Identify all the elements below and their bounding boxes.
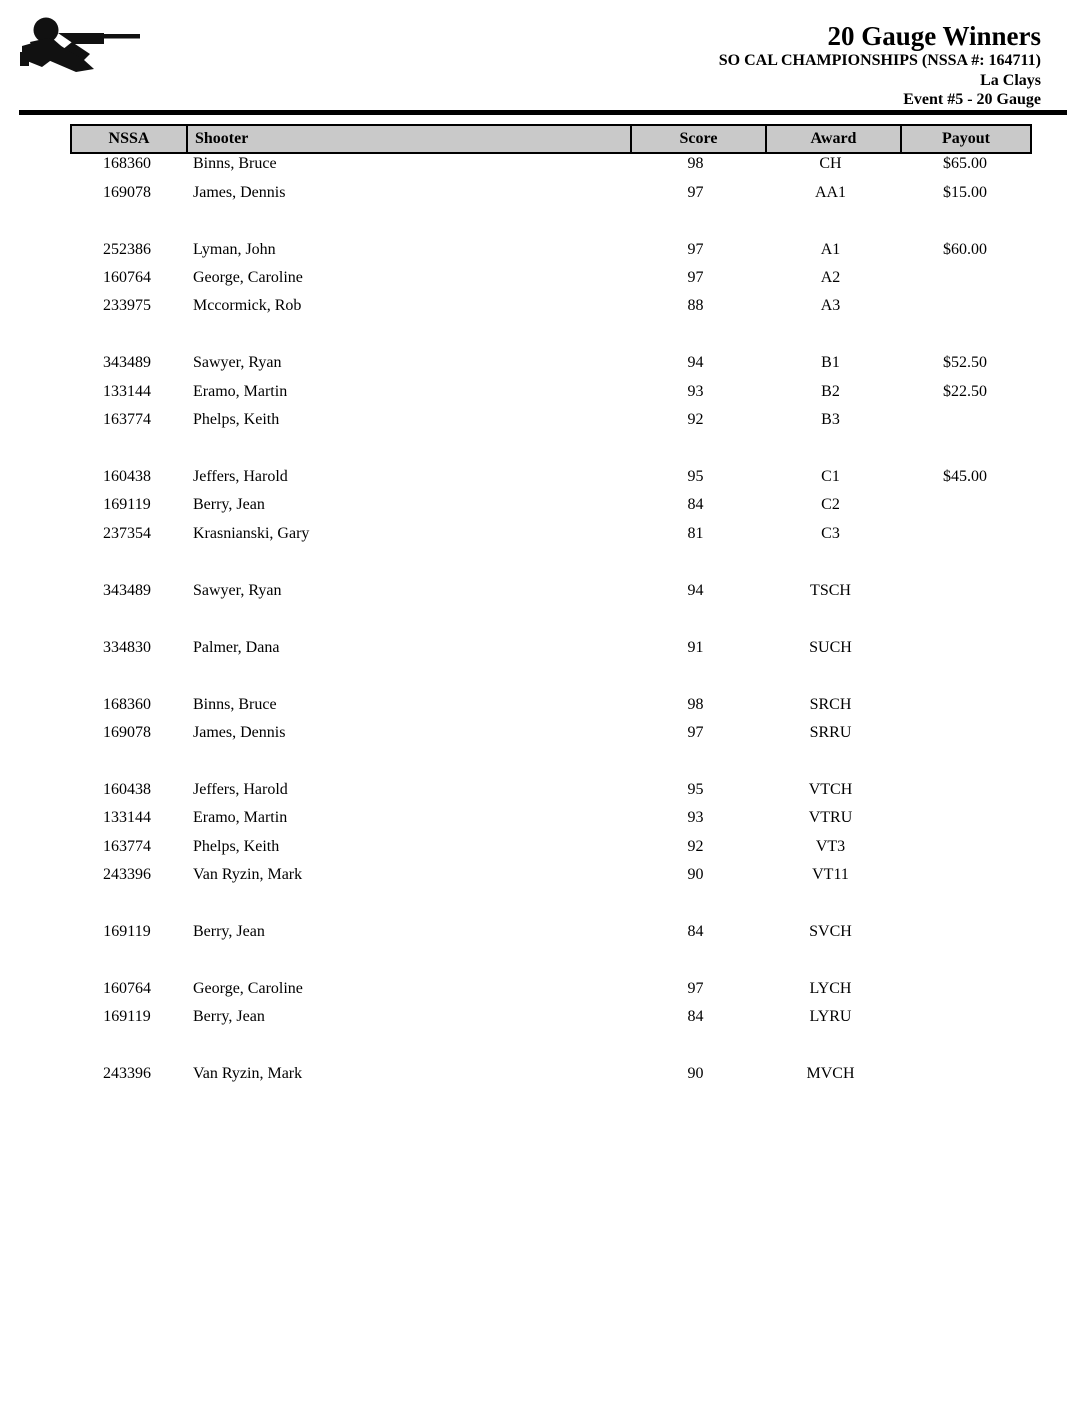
- cell-shooter: Lyman, John: [193, 240, 276, 258]
- cell-shooter: Van Ryzin, Mark: [193, 1065, 303, 1083]
- cell-shooter: Van Ryzin, Mark: [193, 866, 303, 884]
- cell-score: 93: [687, 382, 704, 400]
- table-row: [70, 150, 1032, 178]
- group-spacer: [70, 207, 1032, 235]
- cell-award: VT11: [812, 866, 849, 884]
- cell-payout: [898, 1060, 1032, 1088]
- cell-award: AA1: [814, 183, 847, 201]
- table-row: [70, 861, 1032, 889]
- group-spacer: [70, 946, 1032, 974]
- cell-award: B2: [821, 382, 840, 400]
- cell-payout: [898, 264, 1032, 292]
- championship-name: SO CAL CHAMPIONSHIPS (NSSA #: 164711): [718, 52, 1041, 69]
- cell-nssa: 252386: [103, 240, 151, 258]
- group-spacer: [70, 747, 1032, 775]
- cell-nssa: 160764: [103, 268, 151, 286]
- cell-award: TSCH: [810, 581, 851, 599]
- cell-score: 90: [687, 1065, 704, 1083]
- cell-nssa: 343489: [103, 581, 151, 599]
- club-name: La Clays: [980, 71, 1041, 89]
- cell-payout: [898, 406, 1032, 434]
- event-name: Event #5 - 20 Gauge: [903, 91, 1041, 108]
- cell-payout: [898, 633, 1032, 661]
- table-row: [70, 178, 1032, 206]
- cell-nssa: 334830: [103, 638, 151, 656]
- cell-award: B3: [821, 411, 840, 429]
- cell-score: 97: [687, 979, 704, 997]
- cell-shooter: Berry, Jean: [193, 496, 265, 514]
- cell-award: A2: [820, 268, 841, 286]
- column-header-shooter: Shooter: [186, 126, 630, 152]
- cell-score: 91: [687, 638, 704, 656]
- table-row: [70, 463, 1032, 491]
- table-row: [70, 776, 1032, 804]
- cell-payout: [898, 1003, 1032, 1031]
- cell-payout: [898, 292, 1032, 320]
- group-spacer: [70, 548, 1032, 576]
- cell-shooter: Sawyer, Ryan: [193, 354, 282, 372]
- cell-nssa: 343489: [103, 354, 151, 372]
- cell-shooter: Eramo, Martin: [193, 382, 288, 400]
- group-spacer: [70, 1032, 1032, 1060]
- table-row: [70, 577, 1032, 605]
- header-divider: [19, 110, 1067, 115]
- cell-award: A3: [820, 297, 841, 315]
- cell-payout: [898, 577, 1032, 605]
- cell-award: C3: [821, 524, 840, 542]
- cell-score: 97: [687, 183, 704, 201]
- cell-score: 97: [687, 723, 704, 741]
- cell-score: 95: [687, 780, 704, 798]
- cell-score: 84: [687, 923, 704, 941]
- cell-nssa: 160438: [103, 468, 151, 486]
- cell-payout: [898, 861, 1032, 889]
- cell-score: 84: [687, 1008, 704, 1026]
- cell-shooter: Binns, Bruce: [193, 155, 277, 173]
- cell-award: CH: [819, 155, 842, 173]
- cell-nssa: 169119: [103, 1008, 151, 1026]
- cell-payout: [898, 918, 1032, 946]
- cell-award: A1: [820, 240, 841, 258]
- cell-payout: $22.50: [943, 382, 987, 400]
- cell-award: LYCH: [809, 979, 852, 997]
- report-header: [719, 21, 1041, 110]
- cell-score: 97: [687, 240, 704, 258]
- cell-award: SVCH: [809, 923, 852, 941]
- cell-award: LYRU: [809, 1008, 852, 1026]
- cell-score: 95: [687, 468, 704, 486]
- table-row: [70, 633, 1032, 661]
- cell-score: 90: [687, 866, 704, 884]
- cell-award: VTCH: [808, 780, 853, 798]
- group-spacer: [70, 605, 1032, 633]
- results-table-body: [70, 150, 1032, 1088]
- table-row: [70, 264, 1032, 292]
- cell-payout: $15.00: [943, 183, 987, 201]
- cell-nssa: 169078: [103, 183, 151, 201]
- table-row: [70, 349, 1032, 377]
- group-spacer: [70, 662, 1032, 690]
- cell-award: SUCH: [809, 638, 852, 656]
- table-row: [70, 520, 1032, 548]
- cell-nssa: 133144: [103, 809, 151, 827]
- cell-score: 94: [687, 581, 704, 599]
- cell-nssa: 169078: [103, 723, 151, 741]
- cell-nssa: 243396: [103, 866, 151, 884]
- table-row: [70, 292, 1032, 320]
- table-row: [70, 804, 1032, 832]
- cell-payout: $60.00: [943, 240, 987, 258]
- cell-score: 92: [687, 837, 704, 855]
- cell-payout: $65.00: [943, 155, 987, 173]
- cell-score: 93: [687, 809, 704, 827]
- cell-nssa: 168360: [103, 695, 151, 713]
- cell-score: 98: [687, 155, 704, 173]
- table-row: [70, 833, 1032, 861]
- cell-shooter: Eramo, Martin: [193, 809, 288, 827]
- cell-shooter: Mccormick, Rob: [193, 297, 302, 315]
- cell-shooter: Berry, Jean: [193, 923, 265, 941]
- table-row: [70, 690, 1032, 718]
- group-spacer: [70, 321, 1032, 349]
- cell-award: VTRU: [808, 809, 853, 827]
- table-row: [70, 918, 1032, 946]
- table-row: [70, 406, 1032, 434]
- cell-award: C1: [821, 468, 840, 486]
- column-header-nssa: NSSA: [108, 130, 150, 147]
- cell-shooter: Berry, Jean: [193, 1008, 265, 1026]
- cell-shooter: Sawyer, Ryan: [193, 581, 282, 599]
- cell-award: SRRU: [809, 723, 852, 741]
- table-row: [70, 975, 1032, 1003]
- cell-payout: [898, 520, 1032, 548]
- cell-award: VT3: [815, 837, 846, 855]
- cell-payout: [898, 690, 1032, 718]
- page-title: 20 Gauge Winners: [827, 21, 1041, 51]
- table-row: [70, 491, 1032, 519]
- cell-nssa: 133144: [103, 382, 151, 400]
- cell-payout: [898, 719, 1032, 747]
- cell-shooter: Krasnianski, Gary: [193, 524, 310, 542]
- cell-score: 88: [687, 297, 704, 315]
- cell-payout: $52.50: [943, 354, 987, 372]
- cell-shooter: James, Dennis: [193, 723, 286, 741]
- group-spacer: [70, 434, 1032, 462]
- group-spacer: [70, 889, 1032, 917]
- cell-payout: [898, 833, 1032, 861]
- cell-shooter: James, Dennis: [193, 183, 286, 201]
- cell-shooter: Phelps, Keith: [193, 837, 280, 855]
- cell-score: 92: [687, 411, 704, 429]
- column-header-award: Award: [765, 126, 900, 152]
- table-row: [70, 719, 1032, 747]
- cell-payout: [898, 975, 1032, 1003]
- rifle-shooter-logo-icon: [16, 14, 146, 78]
- cell-shooter: Palmer, Dana: [193, 638, 280, 656]
- cell-nssa: 163774: [103, 837, 151, 855]
- cell-nssa: 233975: [103, 297, 151, 315]
- cell-shooter: Jeffers, Harold: [193, 468, 288, 486]
- cell-award: MVCH: [806, 1065, 855, 1083]
- cell-nssa: 237354: [103, 524, 151, 542]
- table-row: [70, 1060, 1032, 1088]
- cell-score: 81: [687, 524, 704, 542]
- table-row: [70, 235, 1032, 263]
- cell-award: C2: [821, 496, 840, 514]
- cell-payout: [898, 491, 1032, 519]
- cell-score: 97: [687, 268, 704, 286]
- cell-score: 84: [687, 496, 704, 514]
- table-row: [70, 378, 1032, 406]
- cell-payout: $45.00: [943, 468, 987, 486]
- cell-award: B1: [821, 354, 840, 372]
- cell-award: SRCH: [809, 695, 852, 713]
- cell-nssa: 160438: [103, 780, 151, 798]
- cell-shooter: Phelps, Keith: [193, 411, 280, 429]
- cell-payout: [898, 776, 1032, 804]
- cell-nssa: 243396: [103, 1065, 151, 1083]
- cell-score: 94: [687, 354, 704, 372]
- column-header-payout: Payout: [900, 126, 1030, 152]
- cell-nssa: 163774: [103, 411, 151, 429]
- cell-nssa: 169119: [103, 496, 151, 514]
- cell-payout: [898, 804, 1032, 832]
- table-row: [70, 1003, 1032, 1031]
- cell-nssa: 168360: [103, 155, 151, 173]
- cell-shooter: Binns, Bruce: [193, 695, 277, 713]
- cell-shooter: Jeffers, Harold: [193, 780, 288, 798]
- cell-score: 98: [687, 695, 704, 713]
- cell-shooter: George, Caroline: [193, 268, 303, 286]
- cell-nssa: 160764: [103, 979, 151, 997]
- column-header-score: Score: [630, 126, 765, 152]
- cell-nssa: 169119: [103, 923, 151, 941]
- cell-shooter: George, Caroline: [193, 979, 303, 997]
